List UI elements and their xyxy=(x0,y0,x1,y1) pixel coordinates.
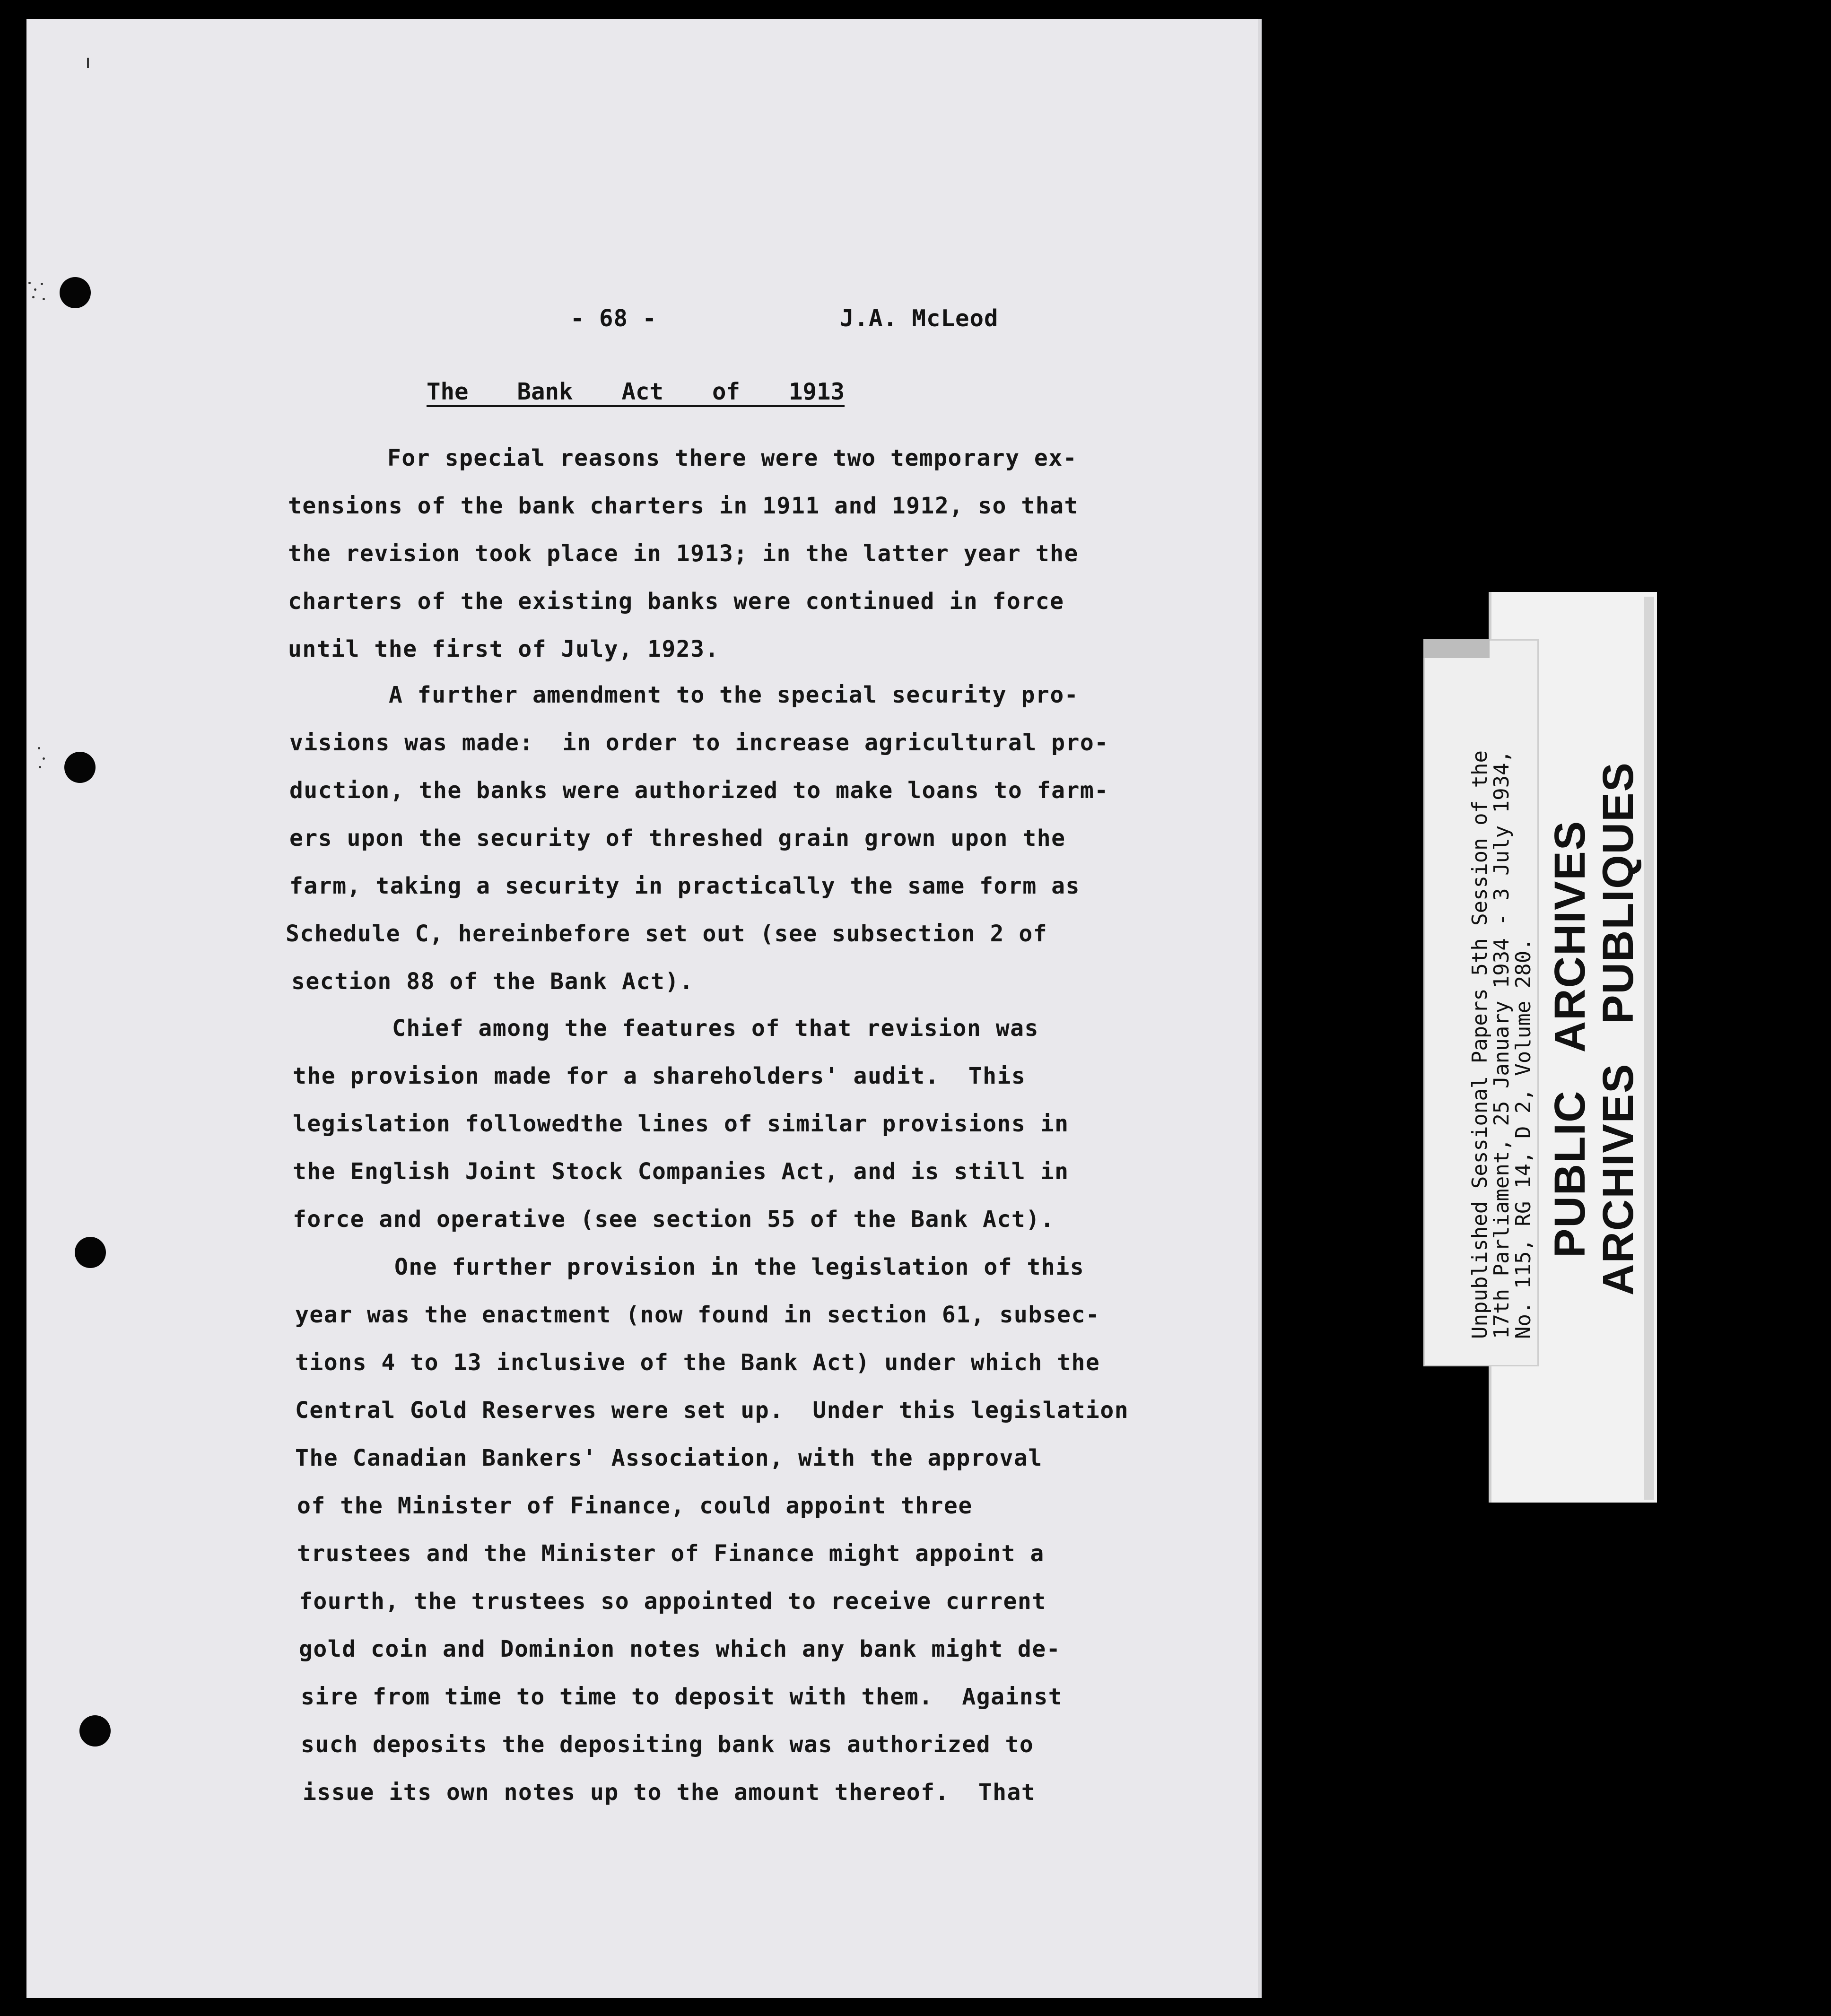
text-line: such deposits the depositing bank was authorized to xyxy=(301,1731,1034,1758)
text-line: ers upon the security of threshed grain grown upon the xyxy=(289,825,1066,852)
text-line: year was the enactment (now found in section 61, subsec- xyxy=(295,1302,1100,1328)
punch-hole xyxy=(79,1715,111,1747)
archive-note-line: 17th Parliament, 25 January 1934 - 3 July 1934, xyxy=(1490,750,1514,1339)
text-line: tions 4 to 13 inclusive of the Bank Act) under which the xyxy=(295,1349,1100,1376)
text-line: fourth, the trustees so appointed to receive current xyxy=(299,1588,1046,1615)
card-shadow xyxy=(1423,639,1490,658)
paper-specks xyxy=(38,747,61,771)
text-line: the English Joint Stock Companies Act, and is still in xyxy=(293,1158,1069,1185)
text-line: farm, taking a security in practically the same form as xyxy=(289,873,1080,899)
text-line: legislation followedthe lines of similar provisions in xyxy=(293,1111,1069,1137)
text-line: the revision took place in 1913; in the latter year the xyxy=(288,540,1079,567)
document-page xyxy=(26,19,1262,1998)
text-line: trustees and the Minister of Finance might appoint a xyxy=(297,1540,1045,1567)
punch-hole xyxy=(75,1237,106,1268)
archive-stamp-line: PUBLIC ARCHIVES xyxy=(1546,820,1594,1258)
text-line: Central Gold Reserves were set up. Under this legislation xyxy=(295,1397,1129,1424)
text-line: sire from time to time to deposit with them. Against xyxy=(301,1684,1063,1710)
text-line: until the first of July, 1923. xyxy=(288,636,719,662)
text-line: section 88 of the Bank Act). xyxy=(291,968,694,995)
text-line: The Canadian Bankers' Association, with the approval xyxy=(295,1445,1043,1471)
text-line: For special reasons there were two temporary ex- xyxy=(387,445,1078,471)
punch-hole xyxy=(64,752,96,783)
paper-specks xyxy=(28,279,52,303)
text-line: issue its own notes up to the amount thereof. That xyxy=(303,1779,1036,1806)
section-title: The Bank Act of 1913 xyxy=(427,378,845,405)
text-line: Schedule C, hereinbefore set out (see subsection 2 of xyxy=(286,921,1048,947)
author-name: J.A. McLeod xyxy=(840,305,999,332)
text-line: the provision made for a shareholders' audit. This xyxy=(293,1063,1026,1089)
punch-hole xyxy=(60,277,91,308)
archive-stamp-line: ARCHIVES PUBLIQUES xyxy=(1594,762,1642,1295)
archive-note-line: No. 115, RG 14, D 2, Volume 280. xyxy=(1511,938,1535,1339)
text-line: A further amendment to the special security pro- xyxy=(389,682,1079,708)
text-line: force and operative (see section 55 of the Bank Act). xyxy=(293,1206,1055,1233)
text-line: charters of the existing banks were continued in force xyxy=(288,588,1064,615)
page-number: - 68 - xyxy=(570,305,657,332)
text-line: visions was made: in order to increase agricultural pro- xyxy=(289,730,1109,756)
text-line: tensions of the bank charters in 1911 and 1912, so that xyxy=(288,493,1079,519)
margin-mark xyxy=(87,58,89,68)
text-line: One further provision in the legislation of this xyxy=(394,1254,1085,1280)
text-line: Chief among the features of that revision was xyxy=(392,1015,1039,1042)
text-line: duction, the banks were authorized to make loans to farm- xyxy=(289,777,1109,804)
text-line: gold coin and Dominion notes which any bank might de- xyxy=(299,1636,1061,1662)
card-edge xyxy=(1644,597,1654,1500)
text-line: of the Minister of Finance, could appoint three xyxy=(297,1493,973,1519)
archive-note-line: Unpublished Sessional Papers 5th Session of the xyxy=(1468,750,1492,1339)
